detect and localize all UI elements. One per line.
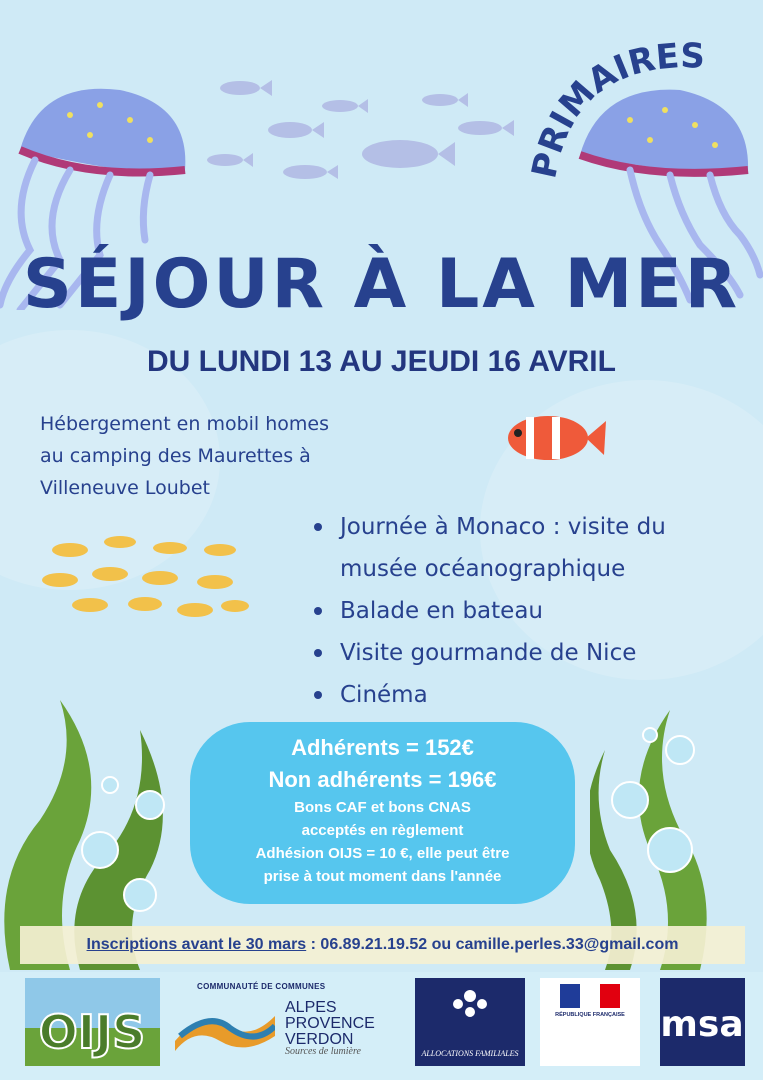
activity-item [313, 590, 753, 632]
republique-francaise-logo [540, 978, 640, 1066]
oijs-logo [25, 978, 160, 1066]
clownfish-illustration [500, 405, 610, 470]
activity-item [313, 506, 753, 590]
yellow-fish-school-illustration [40, 530, 255, 630]
msa-logo [660, 978, 745, 1066]
svg-text:msa: msa [660, 1004, 744, 1045]
capv-name: ALPES PROVENCE VERDON [285, 999, 375, 1048]
caf-label: ALLOCATIONS FAMILIALES [421, 1049, 519, 1058]
rf-label: RÉPUBLIQUE FRANÇAISE [555, 1012, 625, 1018]
svg-text:OIJS: OIJS [38, 1005, 146, 1059]
partner-logos [0, 972, 763, 1080]
bullet-icon [314, 649, 322, 657]
activity-item [313, 632, 753, 674]
price-note: acceptés en règlement [301, 822, 464, 839]
capv-tagline: Sources de lumière [285, 1046, 361, 1057]
capv-header: COMMUNAUTÉ DE COMMUNES [197, 982, 326, 991]
member-price: Adhérents = 152€ [291, 735, 474, 760]
registration-banner [20, 926, 745, 964]
registration-contact[interactable]: : 06.89.21.19.52 ou camille.perles.33@gmail.com [306, 936, 679, 953]
activity-text: Balade en bateau [340, 598, 543, 624]
lodging-line: Hébergement en mobil homes [40, 413, 330, 435]
lodging-info [40, 408, 400, 504]
bullet-icon [314, 523, 322, 531]
badge-label: PRIMAIRES [524, 36, 706, 182]
activity-text: Visite gourmande de Nice [340, 640, 637, 666]
activity-text: Journée à Monaco : visite du [340, 514, 666, 540]
poster-title: SÉJOUR À LA MER [22, 245, 741, 324]
activity-text: Cinéma [340, 682, 428, 708]
caf-logo [415, 978, 525, 1066]
price-note: Bons CAF et bons CNAS [294, 799, 471, 816]
activities-list [313, 506, 753, 716]
fish-school-illustration [190, 70, 520, 190]
non-member-price: Non adhérents = 196€ [268, 767, 497, 792]
price-note: Adhésion OIJS = 10 €, elle peut être [255, 845, 510, 862]
poster-dates: DU LUNDI 13 AU JEUDI 16 AVRIL [147, 345, 616, 378]
lodging-line: au camping des Maurettes à [40, 445, 311, 467]
bullet-icon [314, 607, 322, 615]
lodging-line: Villeneuve Loubet [40, 477, 210, 499]
svg-text:PRIMAIRES [524, 36, 705, 182]
primaires-badge [515, 30, 735, 190]
price-box [190, 722, 575, 904]
registration-deadline: Inscriptions avant le 30 mars [86, 936, 307, 953]
alpes-provence-verdon-logo [175, 978, 395, 1066]
activity-text: musée océanographique [340, 556, 626, 582]
price-note: prise à tout moment dans l'année [263, 868, 502, 885]
bullet-icon [314, 691, 322, 699]
